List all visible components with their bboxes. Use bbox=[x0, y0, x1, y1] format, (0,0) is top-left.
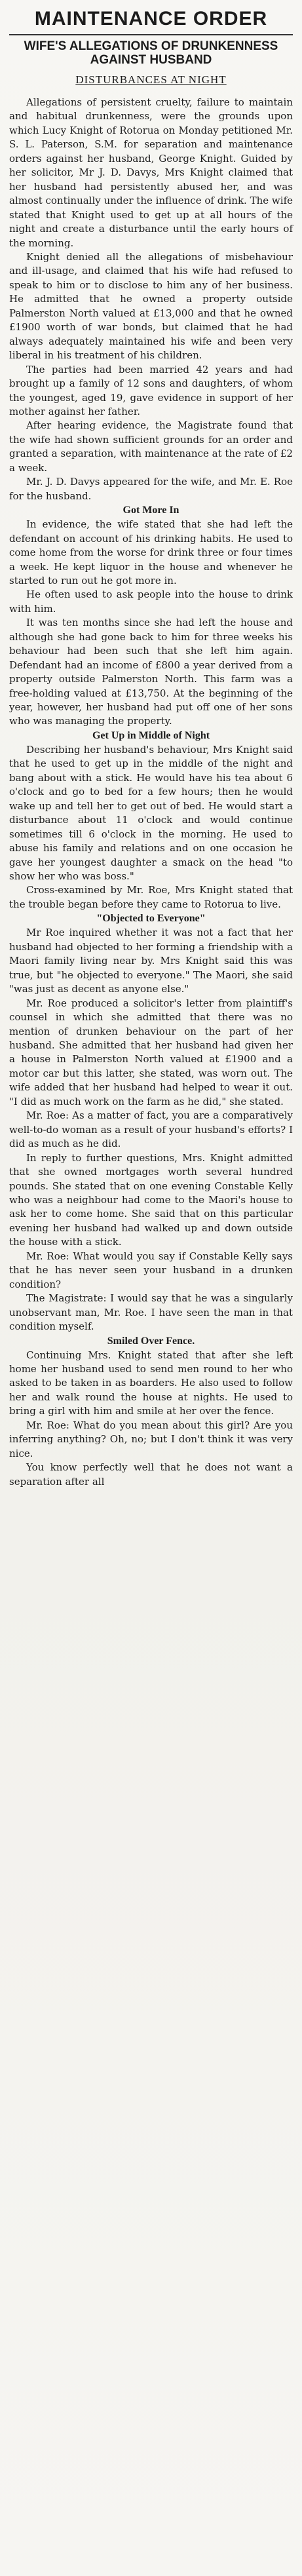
article-paragraph: Knight denied all the allegations of misbehaviour and ill-usage, and claimed that his wife had refused to speak to him or to disclose to him any of her business. He admitted that he owned a property outside Palmerston North valued at £13,000 and that he owned £1900 worth of war bonds, but claimed that he had always adequately maintained his wife and been very liberal in his treatment of his children. bbox=[9, 250, 293, 362]
article-paragraph: The parties had been married 42 years and had brought up a family of 12 sons and daughters, of whom the youngest, aged 19, gave evidence in support of her mother against her father. bbox=[9, 363, 293, 417]
article-paragraph: Mr. Roe: What would you say if Constable Kelly says that he has never seen your husband in a drunken condition? bbox=[9, 1250, 293, 1290]
article-paragraph: After hearing evidence, the Magistrate found that the wife had shown sufficient grounds for an order and granted a separation, with maintenance at the rate of £2 a week. bbox=[9, 419, 293, 474]
article-paragraph: You know perfectly well that he does not want a separation after all bbox=[9, 1461, 293, 1488]
article-paragraph: Continuing Mrs. Knight stated that after she left home her husband used to send men round to her who asked to be taken in as boarders. He also used to follow her and walk round the house at nights. He used to bring a girl with him and smile at her over the fence. bbox=[9, 1349, 293, 1417]
article-paragraph: Mr. Roe produced a solicitor's letter from plaintiff's counsel in which she admitted that there was no mention of drunken behaviour on the part of her husband. She admitted that her husband had given her a house in Palmerston North valued at £1900 and a motor car but this latter, she stated, was worn out. The wife added that her husband had helped to wear it out. "I did as much work on the farm as he did," she stated. bbox=[9, 997, 293, 1107]
section-subheading: Got More In bbox=[123, 505, 179, 516]
article-paragraph: In evidence, the wife stated that she had left the defendant on account of his drinking habits. He used to come home from the worse for drink three or four times a week. He kept liquor in the house and whenever he started to run out he got more in. bbox=[9, 518, 293, 586]
article-body bbox=[9, 96, 293, 1489]
article-paragraph: Mr. J. D. Davys appeared for the wife, and Mr. E. Roe for the husband. bbox=[9, 476, 293, 502]
section-subheading: Smiled Over Fence. bbox=[107, 1335, 195, 1347]
masthead: MAINTENANCE ORDER bbox=[34, 8, 268, 29]
article-paragraph: The Magistrate: I would say that he was a singularly unobservant man, Mr. Roe. I have seen the man in that condition myself. bbox=[9, 1292, 293, 1333]
headline: WIFE'S ALLEGATIONS OF DRUNKENNESS AGAINST HUSBAND bbox=[24, 39, 278, 67]
article-paragraph: Cross-examined by Mr. Roe, Mrs Knight stated that the trouble began before they came to Rotorua to live. bbox=[9, 884, 293, 910]
kicker-subheading: DISTURBANCES AT NIGHT bbox=[75, 73, 227, 86]
article-paragraph: It was ten months since she had left the house and although she had gone back to him for three weeks his behaviour had been such that she left him again. Defendant had an income of £800 a year derived from a property outside Palmerston North. This farm was a free-holding valued at £13,750. At the beginning of the year, however, her husband had put off one of her sons who was managing the property. bbox=[9, 617, 293, 727]
section-subheading: "Objected to Everyone" bbox=[96, 913, 206, 925]
article-paragraph: Allegations of persistent cruelty, failure to maintain and habitual drunkenness, were the grounds upon which Lucy Knight of Rotorua on Monday petitioned Mr. S. L. Paterson, S.M. for separation and maintenance orders against her husband, George Knight. Guided by her solicitor, Mr J. D. Davys, Mrs Knight claimed that her husband had persistently abused her, and was almost continually under the influence of drink. The wife stated that Knight used to get up at all hours of the night and create a disturbance until the early hours of the morning. bbox=[9, 96, 293, 249]
article-paragraph: In reply to further questions, Mrs. Knight admitted that she owned mortgages worth several hundred pounds. She stated that on one evening Constable Kelly who was a neighbour had come to the Maori's house to ask her to come home. She said that on this particular evening her husband had walked up and down outside the house with a stick. bbox=[9, 1151, 293, 1248]
article-paragraph: Mr. Roe: What do you mean about this girl? Are you inferring anything? Oh, no; but I don't think it was very nice. bbox=[9, 1419, 293, 1459]
article-paragraph: Describing her husband's behaviour, Mrs Knight said that he used to get up in the middle of the night and bang about with a stick. He would have his tea about 6 o'clock and go to bed for a few hours; then he would wake up and tell her to get out of bed. He would start a disturbance about 11 o'clock and would continue sometimes till 6 o'clock in the morning. He used to abuse his family and relations and on one occasion he gave her youngest daughter a smack on the head "to show her who was boss." bbox=[9, 743, 293, 883]
article-paragraph: Mr. Roe: As a matter of fact, you are a comparatively well-to-do woman as a result of your husband's efforts? I did as much as he did. bbox=[9, 1109, 293, 1150]
masthead-rule bbox=[9, 34, 293, 35]
article-paragraph: He often used to ask people into the house to drink with him. bbox=[9, 588, 293, 615]
section-subheading: Get Up in Middle of Night bbox=[92, 729, 210, 741]
article-paragraph: Mr Roe inquired whether it was not a fact that her husband had objected to her forming a friendship with a Maori family living near by. Mrs Knight said this was true, but "he objected to everyone." The Maori, she said "was just as decent as anyone else." bbox=[9, 927, 293, 995]
